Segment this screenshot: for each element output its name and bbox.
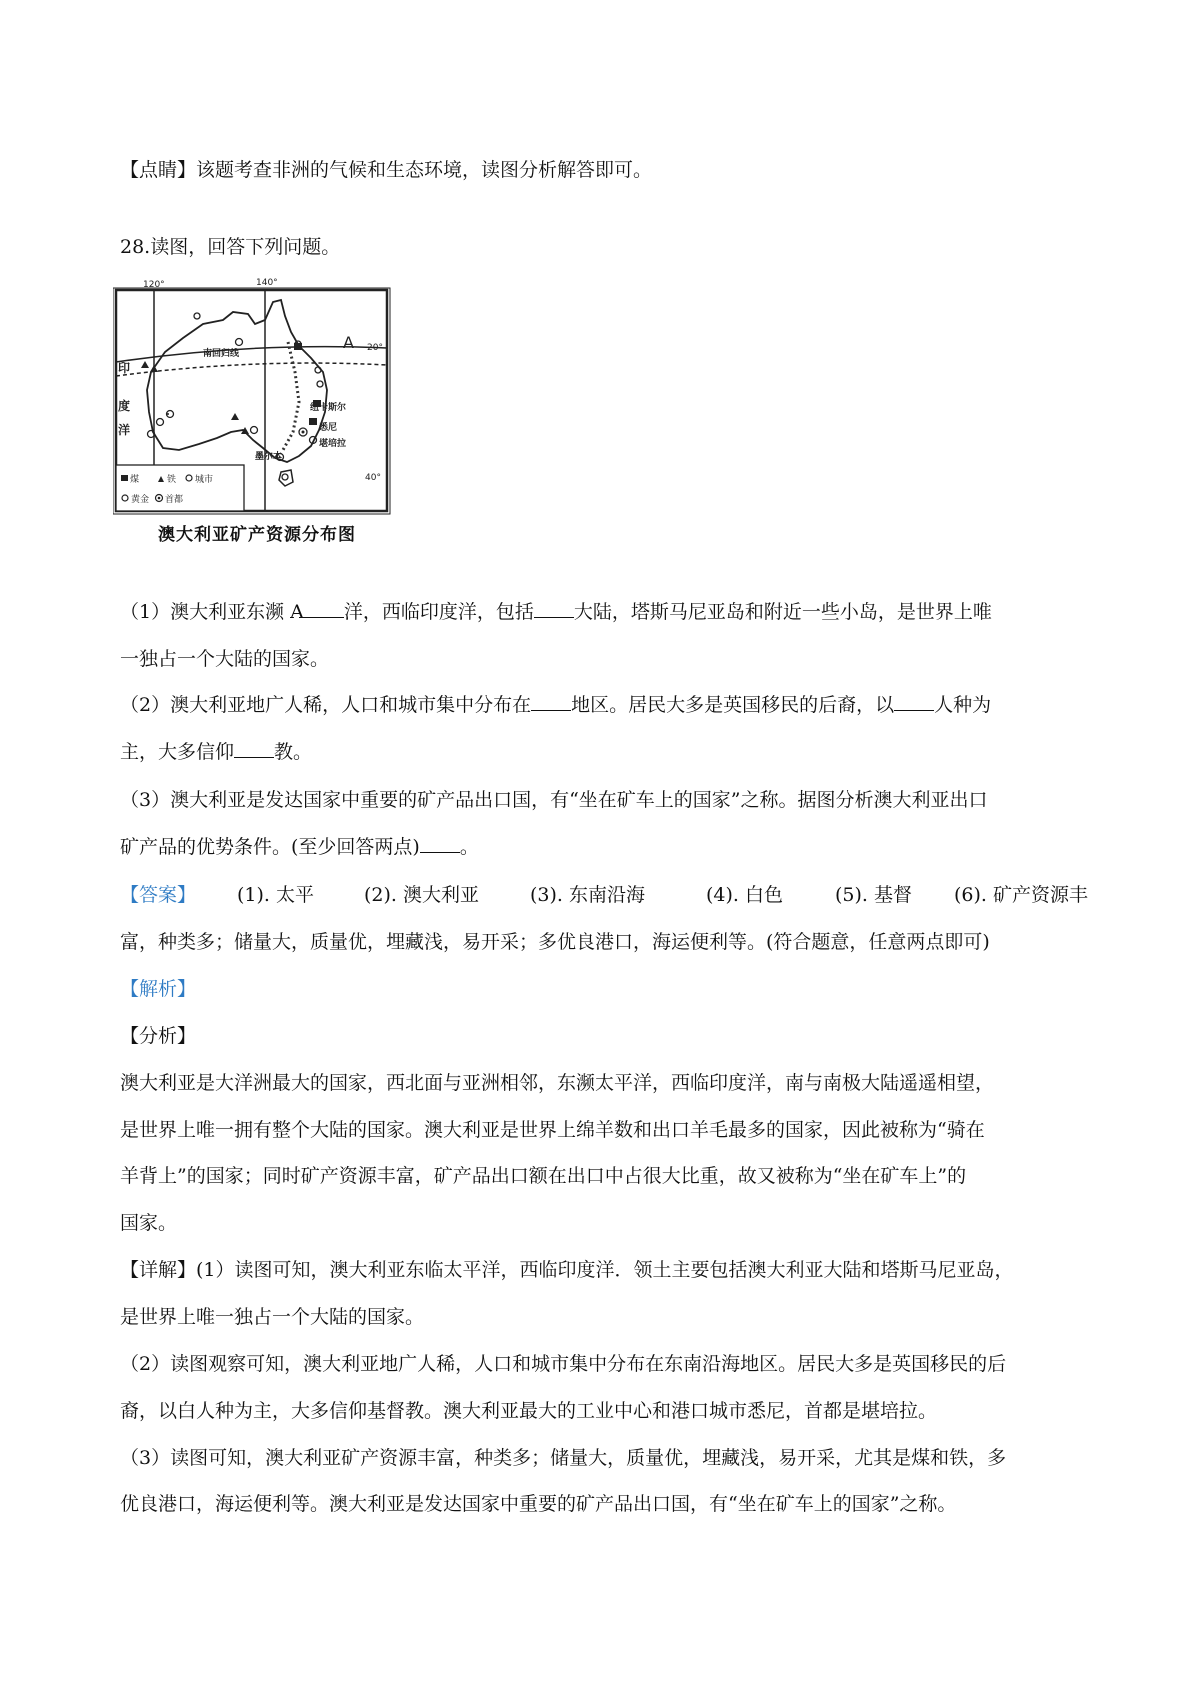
xiangjie-line3: （2）读图观察可知，澳大利亚地广人稀，人口和城市集中分布在东南沿海地区。居民大多是英国移民的后: [120, 1353, 1007, 1375]
xiangjie-line6: 优良港口，海运便利等。澳大利亚是发达国家中重要的矿产品出口国，有“坐在矿车上的国家”之称。: [120, 1493, 957, 1515]
q1-blank-2: [534, 599, 574, 618]
legend-city-label: 城市: [195, 475, 214, 485]
dianjing-label: 【点睛】: [120, 159, 197, 181]
q2-text-b: 地区。居民大多是英国移民的后裔，以: [571, 694, 895, 716]
gold-symbol: [167, 413, 169, 415]
coal-symbol: [309, 418, 317, 425]
q1-blank-1: [304, 599, 344, 618]
xiangjie-line5: （3）读图可知，澳大利亚矿产资源丰富，种类多；储量大，质量优，埋藏浅，易开采，尤其是煤和铁，多: [120, 1447, 1007, 1469]
xiangjie-line4: 裔，以白人种为主，大多信仰基督教。澳大利亚最大的工业中心和港口城市悉尼，首都是堪培拉。: [120, 1400, 938, 1422]
tropic-label: 南回归线: [203, 349, 240, 359]
legend-capital-label: 首都: [165, 495, 184, 505]
legend-iron-label: 铁: [167, 475, 177, 485]
q1-line1: [120, 599, 992, 625]
q1-text-a: （1）澳大利亚东濒 A: [120, 601, 304, 623]
q2-text-a: （2）澳大利亚地广人稀，人口和城市集中分布在: [120, 694, 532, 716]
melbourne-label: 墨尔本: [255, 452, 283, 462]
lat-40-label: 40°: [365, 473, 381, 483]
legend-coal-symbol: [121, 475, 128, 481]
newcastle-label: 纽卡斯尔: [310, 403, 347, 413]
fenxi-line4: 国家。: [120, 1212, 178, 1234]
xiangjie-label: 【详解】: [120, 1259, 197, 1281]
canberra-label: 堪培拉: [319, 439, 347, 449]
q3-line2: [120, 834, 479, 860]
q1-text-b: 洋，西临印度洋，包括: [343, 601, 534, 623]
legend-gold-label: 黄金: [131, 495, 150, 505]
map-caption: 澳大利亚矿产资源分布图: [158, 525, 356, 545]
q2-text-e: 教。: [274, 741, 313, 763]
fenxi-line1: 澳大利亚是大洋洲最大的国家，西北面与亚洲相邻，东濒太平洋，西临印度洋，南与南极大陆遥遥相望，: [120, 1072, 995, 1094]
q2-text-d: 主，大多信仰: [120, 741, 235, 763]
point-a-label: A: [343, 333, 354, 352]
q3-line1: （3）澳大利亚是发达国家中重要的矿产品出口国，有“坐在矿车上的国家”之称。据图分析澳大利亚出口: [120, 789, 988, 811]
q3-blank: [420, 834, 460, 853]
answer-item-4: (4). 白色: [706, 884, 783, 906]
q2-blank-3: [234, 739, 274, 758]
legend-capital-symbol: [158, 497, 161, 500]
ocean-label-3: 洋: [118, 423, 131, 437]
lon-140-label: 140°: [256, 278, 278, 288]
lat-20-label: 20°: [367, 343, 383, 353]
q2-blank-1: [531, 692, 571, 711]
fenxi-line3: 羊背上”的国家；同时矿产资源丰富，矿产品出口额在出口中占很大比重，故又被称为“坐在矿车上”的: [120, 1165, 967, 1187]
answer-line1: [120, 882, 1088, 908]
answer-item-2: (2). 澳大利亚: [364, 884, 479, 906]
q2-line2: [120, 739, 312, 765]
answer-line2: 富，种类多；储量大，质量优，埋藏浅，易开采；多优良港口，海运便利等。(符合题意，任意两点即可): [120, 931, 990, 953]
jiexi-label: 【解析】: [120, 978, 197, 1000]
answer-item-6: (6). 矿产资源丰: [954, 884, 1088, 906]
lon-120-label: 120°: [143, 280, 165, 290]
q2-blank-2: [894, 692, 934, 711]
answer-item-5: (5). 基督: [835, 884, 912, 906]
capital-symbol: [302, 431, 305, 434]
dianjing-text: 该题考查非洲的气候和生态环境，读图分析解答即可。: [196, 159, 653, 181]
answer-item-1: (1). 太平: [237, 884, 314, 906]
q1-text-c: 大陆，塔斯马尼亚岛和附近一些小岛，是世界上唯: [573, 601, 992, 623]
q2-text-c: 人种为: [934, 694, 992, 716]
q3-text-b: 。: [459, 836, 479, 858]
legend-coal-label: 煤: [130, 475, 140, 485]
ocean-label-2: 度: [118, 399, 131, 413]
answer-label: 【答案】: [120, 884, 197, 906]
fenxi-label: 【分析】: [120, 1025, 197, 1047]
sydney-label: 悉尼: [319, 423, 338, 433]
answer-item-3: (3). 东南沿海: [530, 884, 645, 906]
dianjing-line: [120, 157, 652, 183]
q1-line2: 一独占一个大陆的国家。: [120, 648, 330, 670]
xiangjie-text-1: (1）读图可知，澳大利亚东临太平洋，西临印度洋．领土主要包括澳大利亚大陆和塔斯马尼亚岛，: [196, 1259, 1014, 1281]
q2-line1: [120, 692, 991, 718]
q3-text-a: 矿产品的优势条件。(至少回答两点): [120, 836, 420, 858]
question-title: 28.读图，回答下列问题。: [120, 236, 341, 258]
fenxi-line2: 是世界上唯一拥有整个大陆的国家。澳大利亚是世界上绵羊数和出口羊毛最多的国家，因此被称为“骑在: [120, 1119, 985, 1141]
xiangjie-line2: 是世界上唯一独占一个大陆的国家。: [120, 1306, 425, 1328]
australia-mineral-map: [113, 272, 423, 572]
xiangjie-line1: [120, 1257, 1014, 1283]
ocean-label-1: 印: [118, 361, 131, 375]
